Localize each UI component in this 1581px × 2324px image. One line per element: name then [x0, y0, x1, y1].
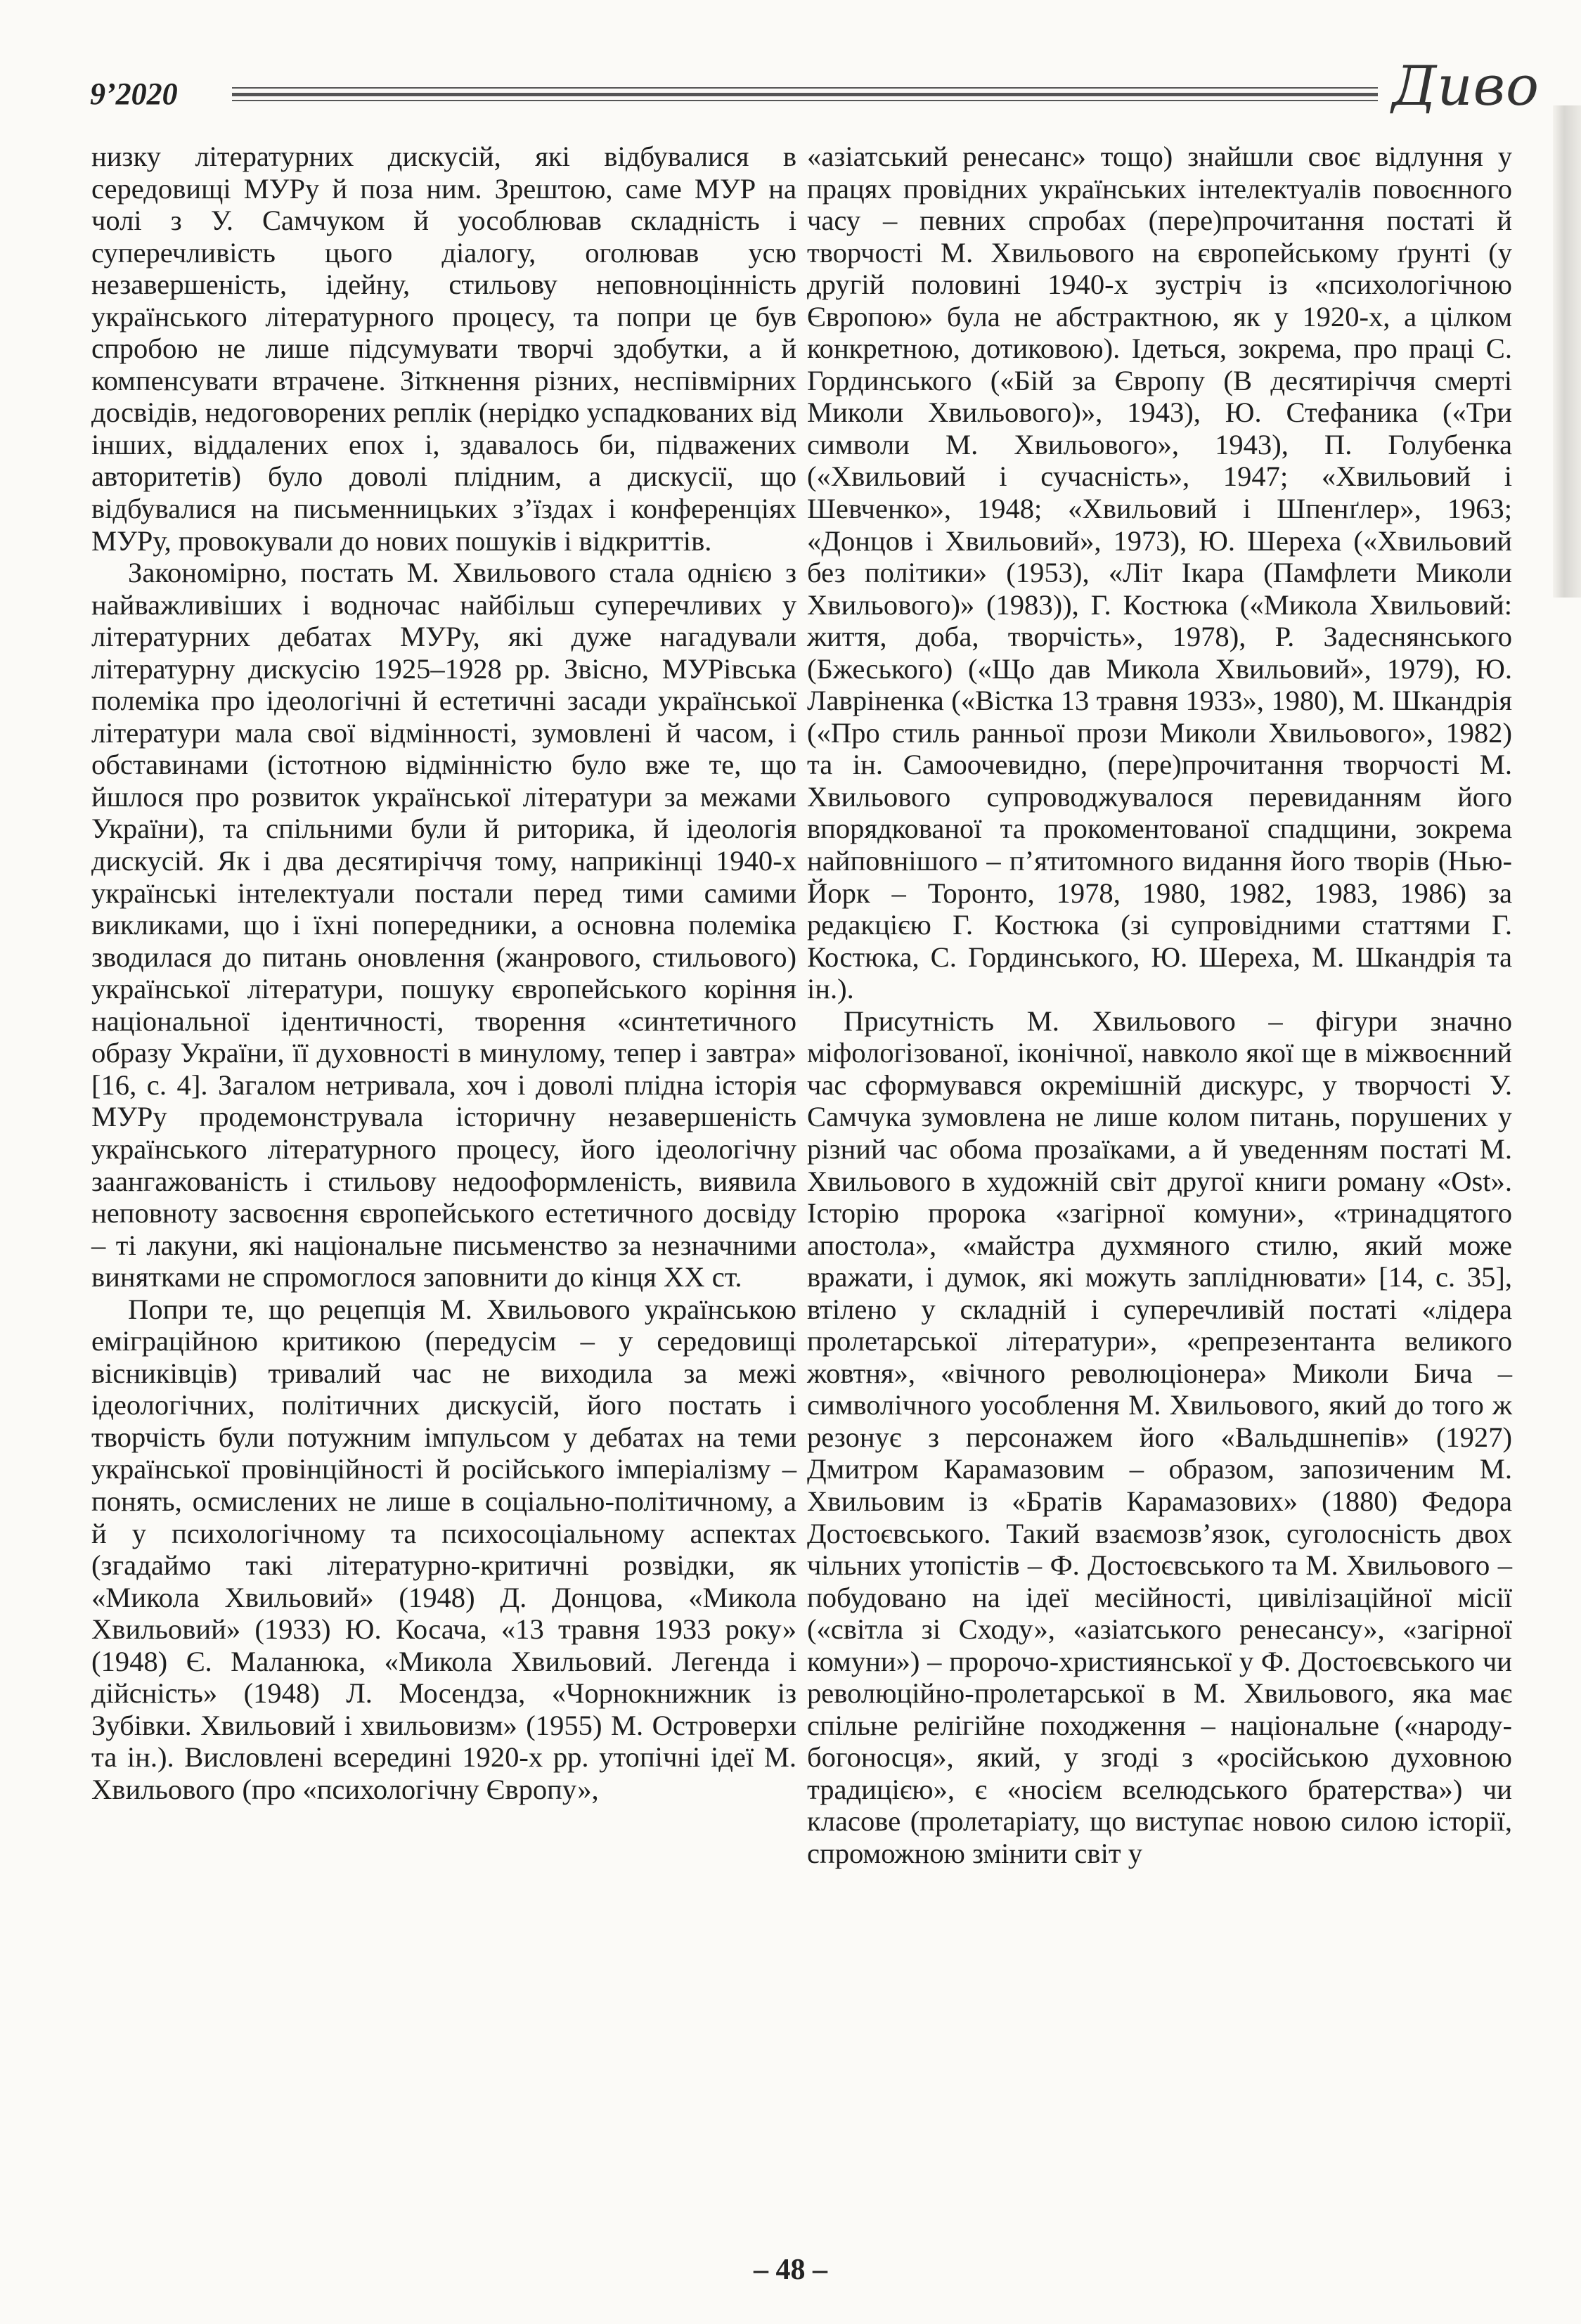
text-column-right — [807, 141, 1512, 1870]
paragraph: Попри те, що рецепція М. Хвильового українською еміграційною критикою (передусім – у середовищі вісниківців) тривалий час не виходила за межі ідеологічних, політичних дискусій, його постать і творчість були потужним імпульсом у дебатах на теми української провінційності й російського імперіалізму – понять, осмислених не лише в соціально-політичному, а й у психологічному та психосоціальному аспектах (згадаймо такі літературно-критичні розвідки, як «Микола Хвильовий» (1948) Д. Донцова, «Микола Хвильовий» (1933) Ю. Косача, «13 травня 1933 року» (1948) Є. Маланюка, «Микола Хвильовий. Легенда і дійсність» (1948) Л. Мосендза, «Чорнокнижник із Зубівки. Хвильовий і хвильовизм» (1955) М. Островерхи та ін.). Висловлені всередині 1920-х рр. утопічні ідеї М. Хвильового (про «психологічну Європу», — [91, 1293, 796, 1805]
page-edge-bleed — [1553, 105, 1581, 598]
paragraph: низку літературних дискусій, які відбувалися в середовищі МУРу й поза ним. Зрештою, саме МУР на чолі з У. Самчуком й уособлював складність і суперечливість цього діалогу, оголював усю незавершеність, ідейну, стильову неповноцінність українського літературного процесу, та попри це був спробою не лише підсумувати творчі здобутки, а й компенсувати втрачене. Зіткнення різних, неспівмірних досвідів, недоговорених реплік (нерідко успадкованих від інших, віддалених епох і, здавалось би, підважених авторитетів) було доволі плідним, а дискусії, що відбувалися на письменницьких з’їздах і конференціях МУРу, провокували до нових пошуків і відкриттів. — [91, 141, 796, 557]
page-number: – 48 – — [754, 2254, 827, 2286]
paragraph: Закономірно, постать М. Хвильового стала однією з найважливіших і водночас найбільш суперечливих у літературних дебатах МУРу, які дуже нагадували літературну дискусію 1925–1928 рр. Звісно, МУРівська полеміка про ідеологічні й естетичні засади української літератури мала свої відмінності, зумовлені й часом, і обставинами (істотною відмінністю було вже те, що йшлося про розвиток української літератури за межами України), та спільними були й риторика, й ідеологія дискусій. Як і два десятиріччя тому, наприкінці 1940-х українські інтелектуали постали перед тими самими викликами, що і їхні попередники, а основна полеміка зводилася до питань оновлення (жанрового, стильового) української літератури, пошуку європейського коріння національної ідентичності, творення «синтетичного образу України, її духовності в минулому, тепер і завтра» [16, с. 4]. Загалом нетривала, хоч і доволі плідна історія МУРу продемонструвала історичну незавершеність українського літературного процесу, його ідеологічну заангажованість і стильову недооформленість, виявила неповноту засвоєння європейського естетичного досвіду – ті лакуни, які національне письменство за незначними винятками не спромоглося заповнити до кінця XX ст. — [91, 557, 796, 1293]
text-column-left — [91, 141, 796, 1805]
header-rule — [232, 87, 1378, 104]
paragraph: Присутність М. Хвильового – фігури значно міфологізованої, іконічної, навколо якої ще в міжвоєнний час сформувався окремішній дискурс, у творчості У. Самчука зумовлена не лише колом питань, порушених у різний час обома прозаїками, а й уведенням постаті М. Хвильового в художній світ другої книги роману «Ost». Історію пророка «загірної комуни», «тринадцятого апостола», «майстра духмяного стилю, який може вражати, і думок, які можуть запліднювати» [14, с. 35], втілено у складній і суперечливій постаті «лідера пролетарської літератури», «репрезентанта великого жовтня», «вічного революціонера» Миколи Бича – символічного уособлення М. Хвильового, який до того ж резонує з персонажем його «Вальдшнепів» (1927) Дмитром Карамазовим – образом, запозиченим М. Хвильовим із «Братів Карамазових» (1880) Федора Достоєвського. Такий взаємозв’язок, суголосність двох чільних утопістів – Ф. Достоєвського та М. Хвильового – побудовано на ідеї месійності, цивілізаційної місії («світла зі Сходу», «азіатського ренесансу», «загірної комуни») – пророчо-християнської у Ф. Достоєвського чи революційно-пролетарської в М. Хвильового, яка має спільне релігійне походження – національне («народу-богоносця», який, у згоді з «російською духовною традицією», є «носієм вселюдського братерства») чи класове (пролетаріату, що виступає новою силою історії, спроможною змінити світ у — [807, 1005, 1512, 1869]
issue-number: 9’2020 — [90, 77, 178, 111]
magazine-logo: Дивo — [1392, 55, 1540, 118]
running-header — [0, 49, 1581, 141]
paragraph: «азіатський ренесанс» тощо) знайшли своє відлуння у працях провідних українських інтелектуалів повоєнного часу – певних спробах (пере)прочитання постаті й творчості М. Хвильового на європейському ґрунті (у другій половині 1940-х зустріч із «психологічною Європою» була не абстрактною, як у 1920-х, а цілком конкретною, дотиковою). Ідеться, зокрема, про праці С. Гординського («Бій за Європу (В десятиріччя смерті Миколи Хвильового)», 1943), Ю. Стефаника («Три символи М. Хвильового», 1943), П. Голубенка («Хвильовий і сучасність», 1947; «Хвильовий і Шевченко», 1948; «Хвильовий і Шпенґлер», 1963; «Донцов і Хвильовий», 1973), Ю. Шереха («Хвильовий без політики» (1953), «Літ Ікара (Памфлети Миколи Хвильового)» (1983)), Г. Костюка («Микола Хвильовий: життя, доба, творчість», 1978), Р. Задеснянського (Бжеського) («Що дав Микола Хвильовий», 1979), Ю. Лавріненка («Вістка 13 травня 1933», 1980), М. Шкандрія («Про стиль ранньої прози Миколи Хвильового», 1982) та ін. Самоочевидно, (пере)прочитання творчості М. Хвильового супроводжувалося перевиданням його впорядкованої та прокоментованої спадщини, зокрема найповнішого – п’ятитомного видання його творів (Нью-Йорк – Торонто, 1978, 1980, 1982, 1983, 1986) за редакцією Г. Костюка (зі супровідними статтями Г. Костюка, С. Гординського, Ю. Шереха, М. Шкандрія та ін.). — [807, 141, 1512, 1005]
